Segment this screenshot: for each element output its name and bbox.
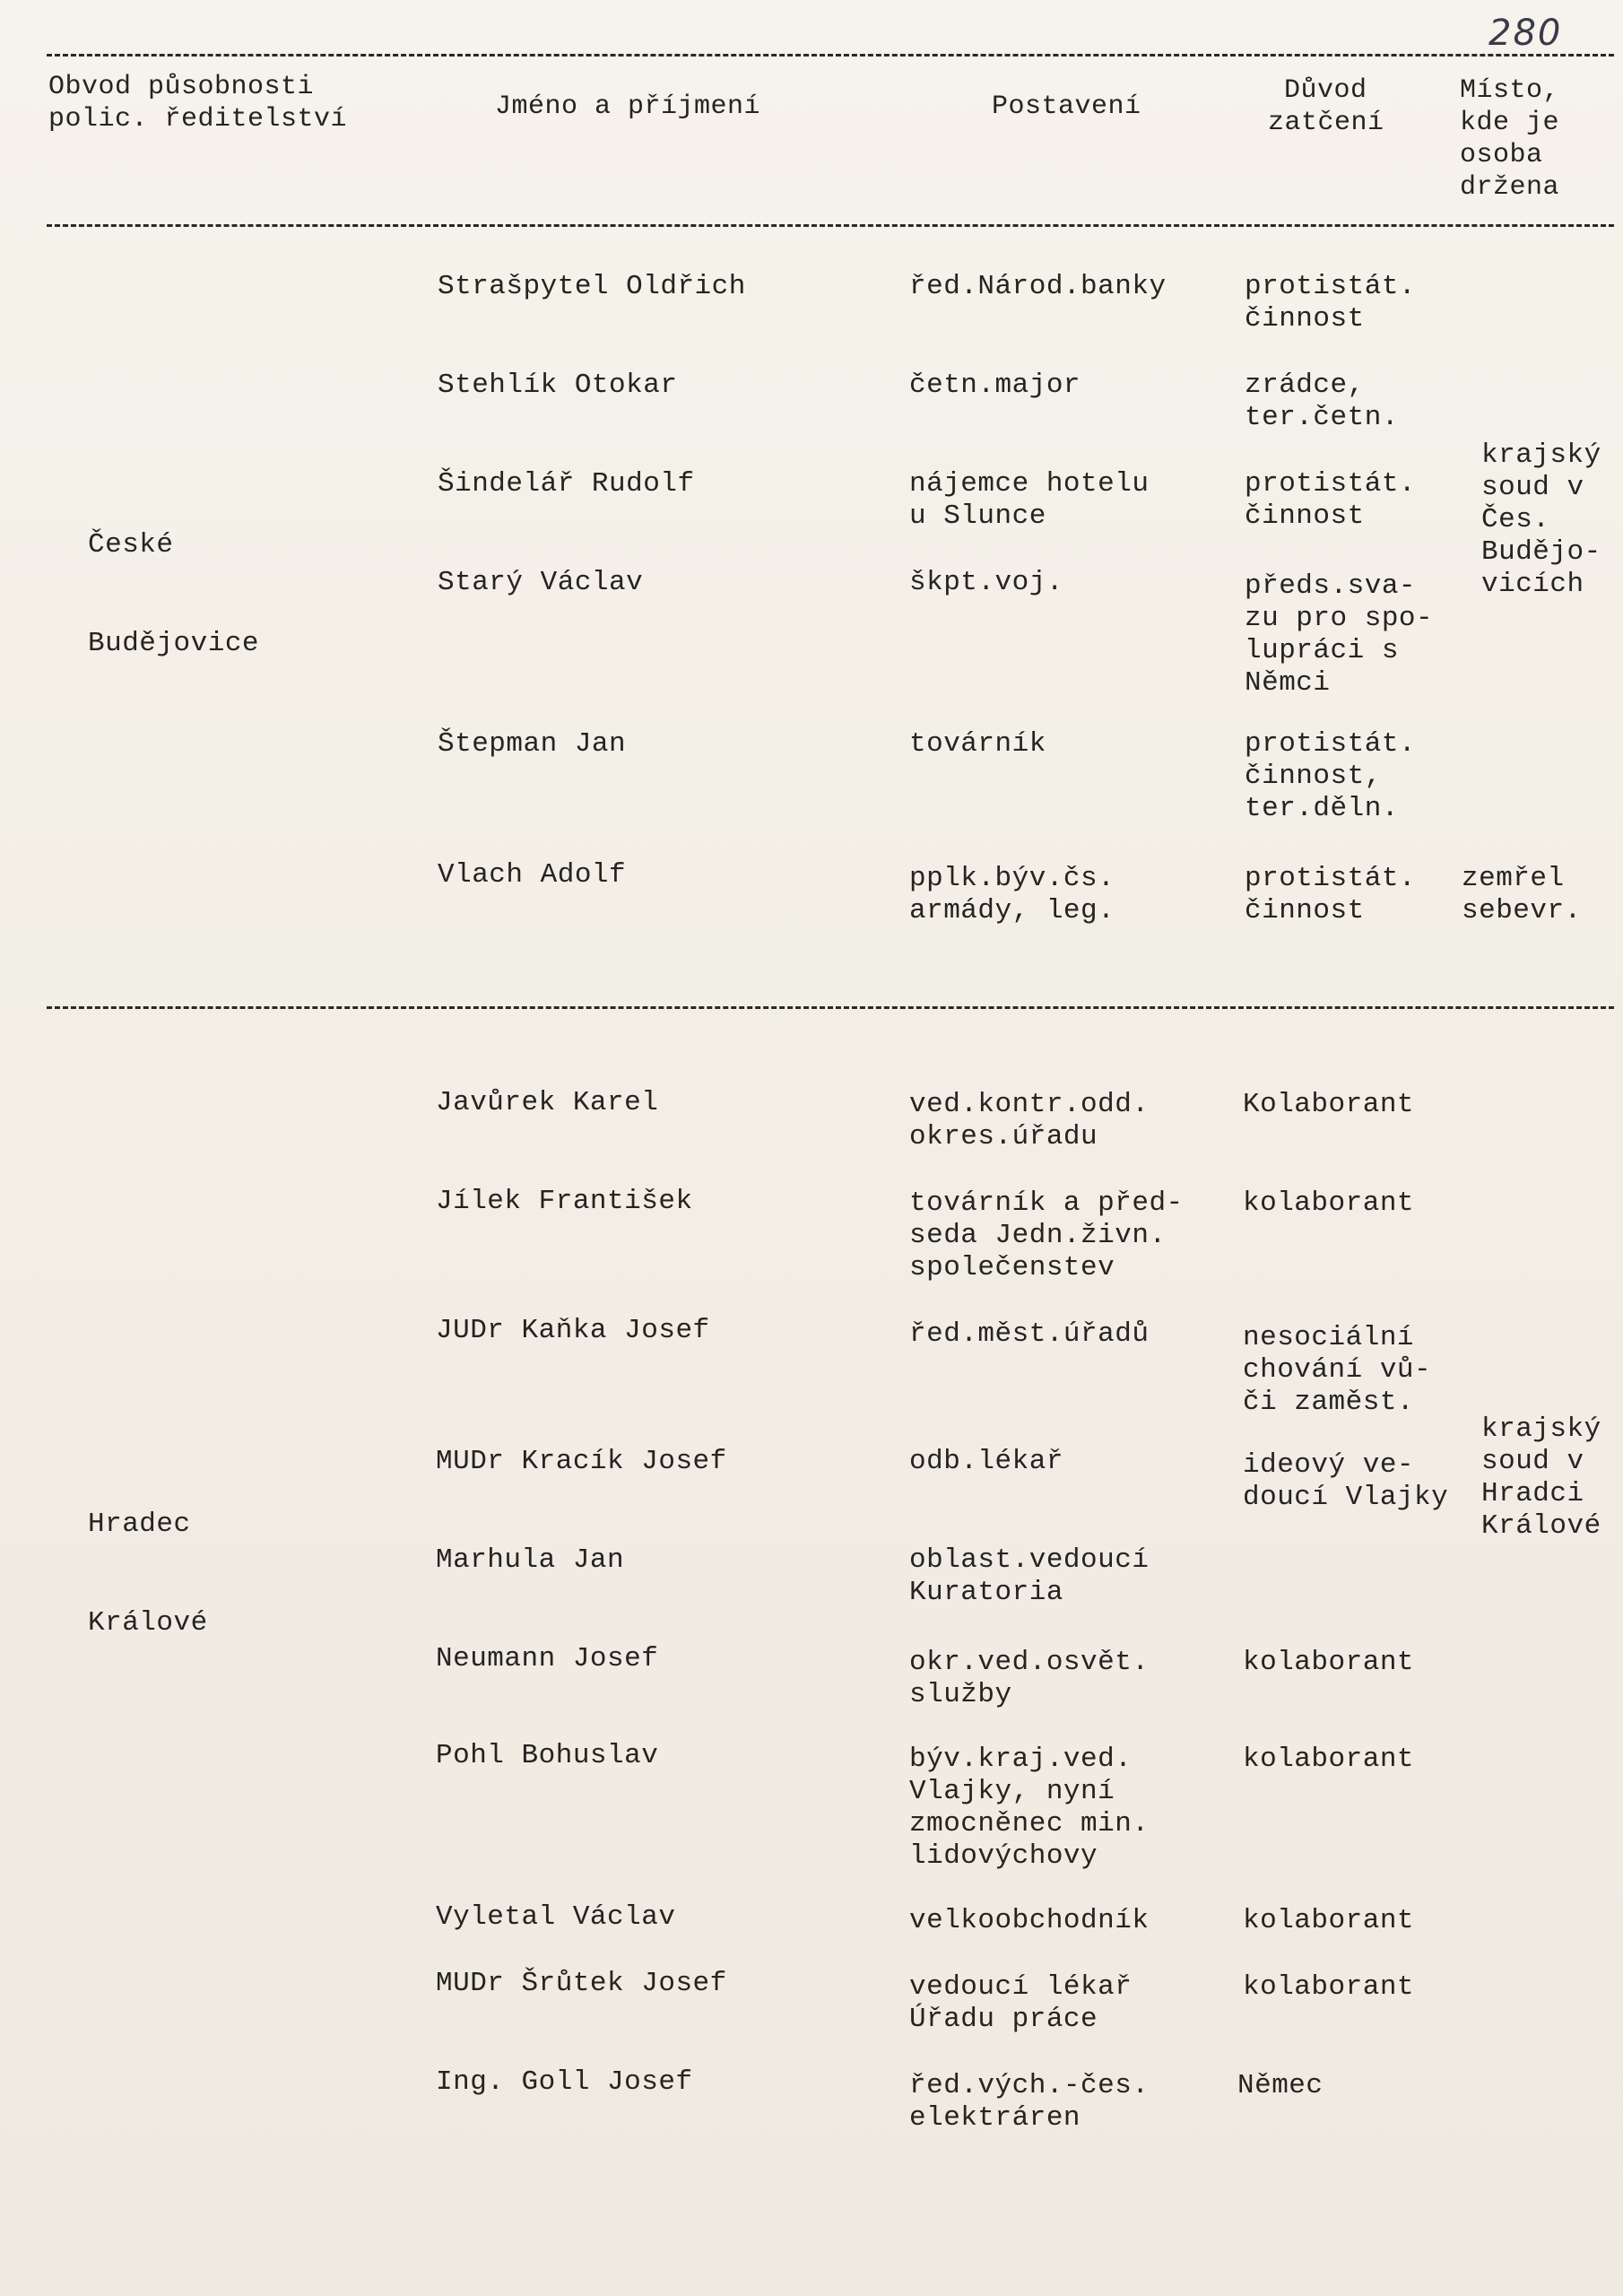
table-row-position: lidovýchovy — [909, 1840, 1098, 1872]
table-row-reason: protistát. — [1245, 468, 1417, 500]
table-row-position: seda Jedn.živn. — [909, 1220, 1167, 1251]
table-row-position: vedoucí lékař — [909, 1971, 1133, 2003]
table-row-position: továrník a před- — [909, 1187, 1184, 1219]
table-row-position: Vlajky, nyní — [909, 1776, 1115, 1807]
section1-place-line5: vicích — [1481, 569, 1584, 600]
header-place-line1: Místo, — [1460, 75, 1560, 106]
table-row-position: škpt.voj. — [909, 567, 1063, 598]
table-row-position: okr.ved.osvět. — [909, 1647, 1150, 1678]
table-row-reason: kolaborant — [1243, 1971, 1415, 2003]
table-row-name: Štepman Jan — [438, 728, 627, 760]
table-row-reason: ter.četn. — [1245, 402, 1399, 433]
header-region-line1: Obvod působnosti — [48, 72, 315, 102]
section1-place-line3: Čes. — [1481, 504, 1550, 535]
table-row-reason: či zaměst. — [1243, 1387, 1415, 1418]
table-row-reason: protistát. — [1245, 863, 1417, 894]
table-row-name: Javůrek Karel — [436, 1087, 659, 1118]
table-row-name: Marhula Jan — [436, 1544, 625, 1576]
table-row-name: Jílek František — [436, 1186, 693, 1217]
table-row-name: Ing. Goll Josef — [436, 2066, 693, 2098]
table-row-position: pplk.býv.čs. — [909, 863, 1115, 894]
table-row-reason: zu pro spo- — [1245, 603, 1434, 634]
table-row-reason: Němci — [1245, 667, 1331, 699]
table-row-reason: protistát. — [1245, 728, 1417, 760]
header-top-rule — [47, 54, 1614, 57]
header-name: Jméno a příjmení — [495, 91, 761, 122]
table-row-position: odb.lékař — [909, 1446, 1063, 1477]
page-number: 280 — [1488, 13, 1563, 54]
table-row-position: Úřadu práce — [909, 2004, 1098, 2035]
table-row-position: řed.Národ.banky — [909, 271, 1167, 302]
table-row-reason: Kolaborant — [1243, 1089, 1415, 1120]
header-position: Postavení — [992, 91, 1141, 122]
section1-place-line2: soud v — [1481, 472, 1584, 503]
table-row-position: služby — [909, 1679, 1012, 1710]
table-row-reason: kolaborant — [1243, 1905, 1415, 1936]
table-row-reason: doucí Vlajky — [1243, 1482, 1449, 1513]
table-row-note: zemřel — [1462, 863, 1565, 894]
header-bottom-rule — [47, 224, 1614, 227]
table-row-position: řed.měst.úřadů — [909, 1318, 1150, 1350]
table-row-reason: kolaborant — [1243, 1744, 1415, 1775]
table-row-reason: zrádce, — [1245, 370, 1365, 401]
table-row-reason: protistát. — [1245, 271, 1417, 302]
table-row-position: továrník — [909, 728, 1046, 760]
table-row-position: býv.kraj.ved. — [909, 1744, 1133, 1775]
section2-region-line1: Hradec — [88, 1509, 191, 1540]
table-row-position: Kuratoria — [909, 1577, 1063, 1608]
table-row-position: nájemce hotelu — [909, 468, 1150, 500]
table-row-reason: předs.sva- — [1245, 570, 1417, 602]
table-row-position: četn.major — [909, 370, 1081, 401]
table-row-position: velkoobchodník — [909, 1905, 1150, 1936]
table-row-reason: chování vů- — [1243, 1354, 1432, 1386]
table-row-position: oblast.vedoucí — [909, 1544, 1150, 1576]
table-row-name: Pohl Bohuslav — [436, 1740, 659, 1771]
header-reason-line2: zatčení — [1268, 108, 1384, 138]
table-row-reason: ter.děln. — [1245, 793, 1399, 824]
section2-place-line2: soud v — [1481, 1446, 1584, 1477]
header-reason-line1: Důvod — [1284, 75, 1367, 106]
table-row-reason: ideový ve- — [1243, 1449, 1415, 1481]
table-row-name: Šindelář Rudolf — [438, 468, 695, 500]
header-region-line2: polic. ředitelství — [48, 104, 348, 135]
section1-place-line1: krajský — [1481, 439, 1601, 471]
table-row-name: MUDr Šrůtek Josef — [436, 1968, 727, 1999]
table-row-reason: Němec — [1237, 2070, 1324, 2101]
section2-region-line2: Králové — [88, 1607, 208, 1639]
header-place-line2: kde je — [1460, 108, 1560, 138]
table-row-position: u Slunce — [909, 500, 1046, 532]
section1-place-line4: Budějo- — [1481, 536, 1601, 568]
table-row-reason: činnost — [1245, 303, 1365, 335]
section1-region-line1: České — [88, 529, 174, 561]
table-row-reason: kolaborant — [1243, 1187, 1415, 1219]
header-place-line4: držena — [1460, 172, 1560, 203]
section2-place-line4: Králové — [1481, 1510, 1601, 1542]
table-row-name: Vlach Adolf — [438, 859, 627, 891]
section-divider — [47, 1006, 1614, 1009]
table-row-name: JUDr Kaňka Josef — [436, 1315, 710, 1346]
table-row-name: Vyletal Václav — [436, 1901, 676, 1933]
table-row-position: armády, leg. — [909, 895, 1115, 926]
table-row-name: Starý Václav — [438, 567, 644, 598]
table-row-reason: nesociální — [1243, 1322, 1415, 1353]
section1-region-line2: Budějovice — [88, 628, 260, 659]
table-row-position: elektráren — [909, 2102, 1081, 2134]
header-place-line3: osoba — [1460, 140, 1543, 170]
table-row-reason: činnost, — [1245, 761, 1382, 792]
table-row-name: Strašpytel Oldřich — [438, 271, 746, 302]
section2-place-line1: krajský — [1481, 1413, 1601, 1445]
table-row-reason: činnost — [1245, 500, 1365, 532]
section2-place-line3: Hradci — [1481, 1478, 1584, 1509]
table-row-reason: lupráci s — [1245, 635, 1399, 666]
table-row-position: zmocněnec min. — [909, 1808, 1150, 1839]
table-row-name: MUDr Kracík Josef — [436, 1446, 727, 1477]
table-row-position: ved.kontr.odd. — [909, 1089, 1150, 1120]
table-row-name: Stehlík Otokar — [438, 370, 678, 401]
table-row-reason: kolaborant — [1243, 1647, 1415, 1678]
table-row-position: řed.vých.-čes. — [909, 2070, 1150, 2101]
table-row-name: Neumann Josef — [436, 1643, 659, 1674]
table-row-note: sebevr. — [1462, 895, 1582, 926]
table-row-reason: činnost — [1245, 895, 1365, 926]
table-row-position: okres.úřadu — [909, 1121, 1098, 1152]
table-row-position: společenstev — [909, 1252, 1115, 1283]
